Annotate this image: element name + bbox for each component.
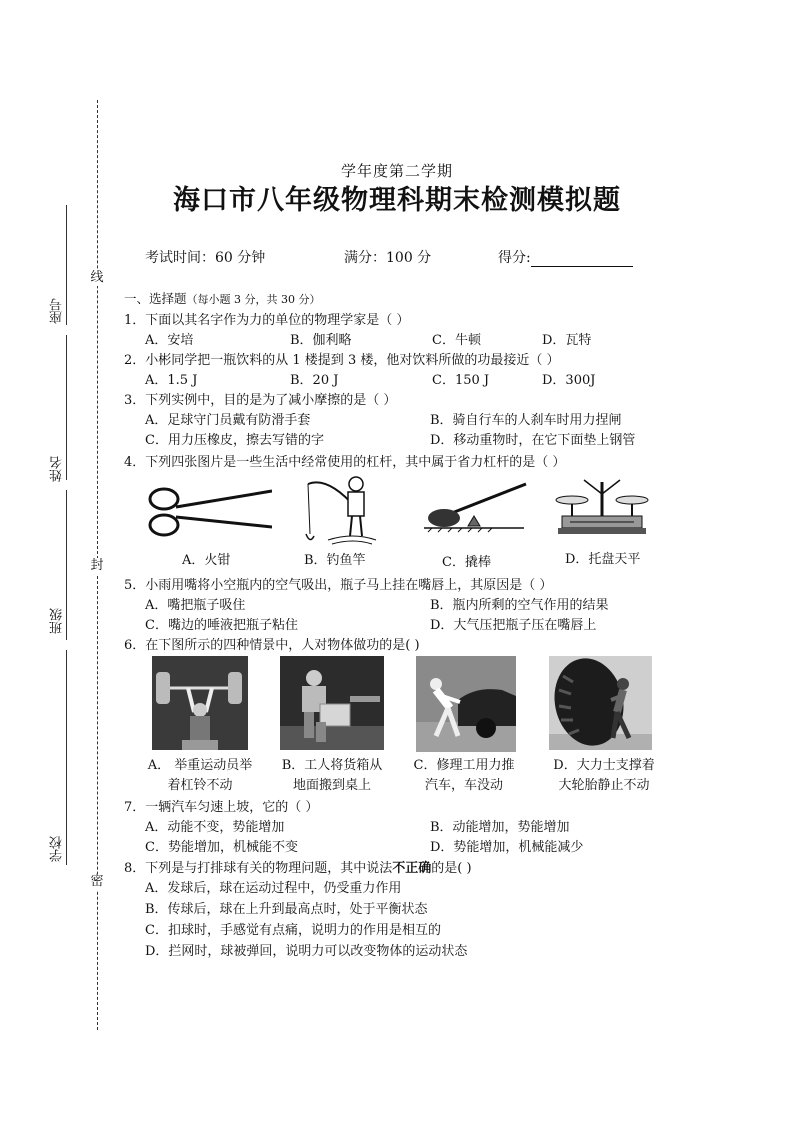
q1-option-b: B．伽利略: [290, 333, 352, 348]
q8-stem-post: 的是( ): [431, 861, 472, 876]
q6-stem: 6．在下图所示的四种情景中，人对物体做功的是( ): [124, 638, 420, 653]
school-field[interactable]: [66, 650, 67, 865]
q2-option-b: B．20 J: [290, 373, 339, 388]
balance-scale-image: [554, 476, 650, 542]
q1-stem: 1．下面以其名字作为力的单位的物理学家是（ ）: [124, 313, 410, 328]
q8-stem: [124, 861, 472, 877]
q3-stem: 3．下列实例中，目的是为了减小摩擦的是（ ）: [124, 393, 397, 408]
q2-stem: 2．小彬同学把一瓶饮料的从 1 楼提到 3 楼，他对饮料所做的功最接近（ ）: [124, 353, 560, 368]
q6-option-b-line2: 地面搬到桌上: [292, 778, 371, 793]
section-1-heading: [124, 291, 321, 308]
q6-option-c-line1: C．修理工用力推: [413, 758, 515, 773]
seat-number-label: 座号: [50, 298, 65, 324]
q6-option-a-line1: A． 举重运动员举: [147, 758, 253, 773]
exam-subtitle: 学年度第二学期: [340, 162, 453, 180]
exam-title: 海口市八年级物理科期末检测模拟题: [173, 185, 621, 216]
q1-option-d: D．瓦特: [542, 333, 592, 348]
q8-option-d: D．拦网时，球被弹回，说明力可以改变物体的运动状态: [145, 944, 468, 959]
q8-stem-pre: 8．下列是与打排球有关的物理问题，其中说法: [124, 861, 393, 876]
q7-option-c: C．势能增加，机械能不变: [145, 840, 298, 855]
q6-option-c-line2: 汽车，车没动: [424, 778, 503, 793]
q5-option-b: B．瓶内所剩的空气作用的结果: [430, 598, 609, 613]
q3-option-c: C．用力压橡皮，擦去写错的字: [145, 433, 324, 448]
weightlifter-photo: [152, 656, 248, 750]
q5-option-a: A．嘴把瓶子吸住: [145, 598, 246, 613]
q1-option-c: C．牛顿: [432, 333, 481, 348]
q6-option-c: [402, 756, 526, 796]
q6-option-b: [270, 756, 394, 796]
fire-tongs-image: [146, 485, 272, 543]
q5-stem: 5．小雨用嘴将小空瓶内的空气吸出，瓶子马上挂在嘴唇上，其原因是（ ）: [124, 578, 553, 593]
q2-option-a: A．1.5 J: [145, 373, 198, 388]
q7-option-a: A．动能不变，势能增加: [145, 820, 285, 835]
q3-option-b: B．骑自行车的人刹车时用力捏闸: [430, 413, 622, 428]
q6-option-d-line2: 大轮胎静止不动: [558, 778, 650, 793]
student-name-field[interactable]: [66, 335, 67, 480]
margin-char-mi: 密: [90, 874, 104, 889]
q6-option-b-line1: B．工人将货箱从: [281, 758, 383, 773]
section-1-note: （每小题 3 分，共 30 分）: [186, 293, 321, 306]
seat-number-field[interactable]: [66, 205, 67, 325]
worker-box-photo: [280, 656, 384, 750]
exam-time: 考试时间：60 分钟: [145, 250, 266, 266]
q7-stem: 7．一辆汽车匀速上坡，它的（ ）: [124, 800, 319, 815]
strongman-tire-photo: [549, 656, 652, 750]
q7-option-d: D．势能增加，机械能减少: [430, 840, 584, 855]
mechanic-car-photo: [416, 656, 516, 752]
school-label: 学校: [50, 836, 65, 862]
q6-option-a-line2: 着杠铃不动: [167, 778, 233, 793]
q8-option-b: B．传球后，球在上升到最高点时，处于平衡状态: [145, 902, 428, 917]
q4-stem: 4．下列四张图片是一些生活中经常使用的杠杆，其中属于省力杠杆的是（ ）: [124, 455, 566, 470]
section-1-title: 一、选择题: [124, 291, 187, 306]
q4-option-d: D．托盘天平: [565, 552, 641, 567]
q8-stem-emphasis: 不正确: [392, 861, 432, 876]
q4-option-b: B．钓鱼竿: [304, 553, 366, 568]
score-field: [498, 247, 633, 267]
q5-option-c: C．嘴边的唾液把瓶子粘住: [145, 618, 298, 633]
full-score: 满分：100 分: [344, 250, 432, 266]
q2-option-d: D．300J: [542, 373, 596, 388]
q7-option-b: B．动能增加，势能增加: [430, 820, 570, 835]
score-blank[interactable]: [531, 251, 633, 267]
q6-option-d: [536, 756, 672, 796]
q1-option-a: A．安培: [145, 333, 194, 348]
q6-option-d-line1: D．大力士支撑着: [553, 758, 655, 773]
class-label: 班级: [50, 608, 65, 634]
margin-char-xian: 线: [90, 270, 104, 285]
q4-option-a: A．火钳: [182, 553, 231, 568]
q5-option-d: D．大气压把瓶子压在嘴唇上: [430, 618, 597, 633]
q6-option-a: [136, 756, 264, 796]
class-field[interactable]: [66, 490, 67, 640]
q8-option-c: C．扣球时，手感觉有点痛，说明力的作用是相互的: [145, 923, 441, 938]
q8-option-a: A．发球后，球在运动过程中，仍受重力作用: [145, 881, 402, 896]
q4-option-c: C．撬棒: [442, 555, 491, 570]
crowbar-image: [424, 480, 530, 542]
q3-option-d: D．移动重物时，在它下面垫上钢管: [430, 433, 636, 448]
student-name-label: 姓名: [50, 456, 65, 482]
score-label: 得分:: [498, 250, 531, 266]
fishing-rod-image: [298, 474, 378, 550]
margin-char-feng: 封: [90, 558, 104, 573]
q3-option-a: A．足球守门员戴有防滑手套: [145, 413, 311, 428]
q2-option-c: C．150 J: [432, 373, 490, 388]
